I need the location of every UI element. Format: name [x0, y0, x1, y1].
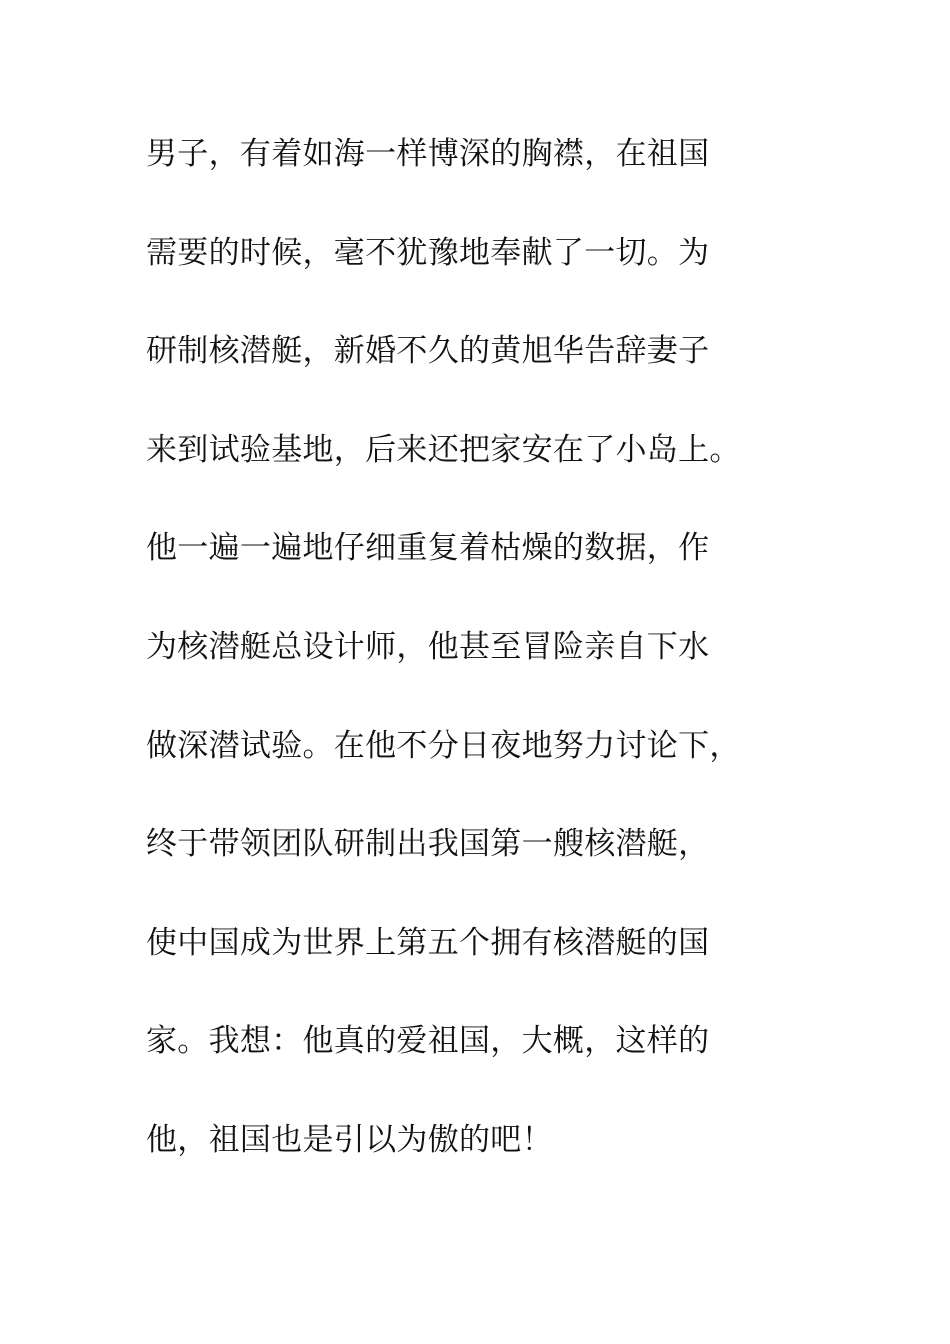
text-line-8: 终于带领团队研制出我国第一艘核潜艇，	[146, 826, 710, 863]
text-line-1: 男子，有着如海一样博深的胸襟，在祖国	[146, 136, 710, 172]
text-line-6: 为核潜艇总设计师，他甚至冒险亲自下水	[146, 628, 710, 665]
text-line-3: 研制核潜艇，新婚不久的黄旭华告辞妻子	[146, 333, 710, 370]
text-line-2: 需要的时候，毫不犹豫地奉献了一切。为	[146, 234, 710, 271]
text-line-10: 家。我想：他真的爱祖国，大概，这样的	[146, 1023, 710, 1060]
text-line-4: 来到试验基地，后来还把家安在了小岛上。	[146, 431, 741, 468]
text-line-11: 他，祖国也是引以为傲的吧！	[146, 1121, 553, 1158]
text-line-9: 使中国成为世界上第五个拥有核潜艇的国	[146, 924, 710, 961]
body-text	[146, 128, 826, 1213]
text-line-7: 做深潜试验。在他不分日夜地努力讨论下，	[146, 727, 741, 764]
text-line-5: 他一遍一遍地仔细重复着枯燥的数据，作	[146, 530, 710, 567]
